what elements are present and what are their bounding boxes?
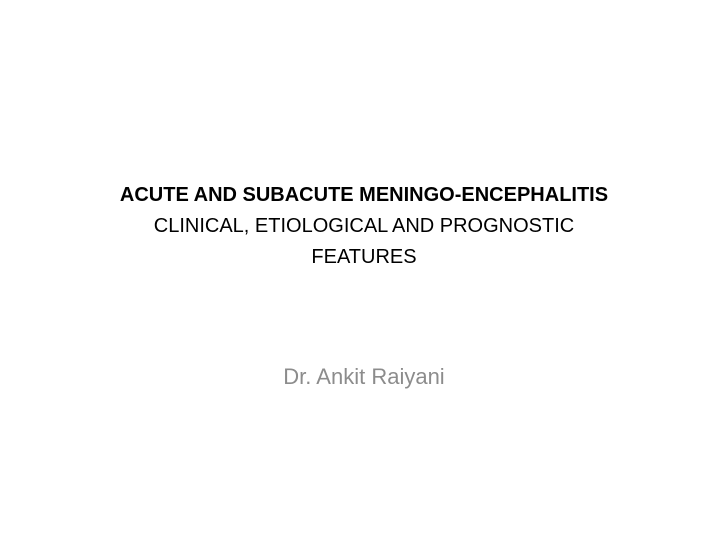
title-line-main: ACUTE AND SUBACUTE MENINGO-ENCEPHALITIS — [119, 184, 609, 206]
slide-title — [40, 180, 688, 273]
author-subtitle: Dr. Ankit Raiyani — [283, 364, 445, 389]
title-line-sub: CLINICAL, ETIOLOGICAL AND PROGNOSTIC — [153, 215, 575, 237]
title-line-features: FEATURES — [311, 246, 417, 268]
